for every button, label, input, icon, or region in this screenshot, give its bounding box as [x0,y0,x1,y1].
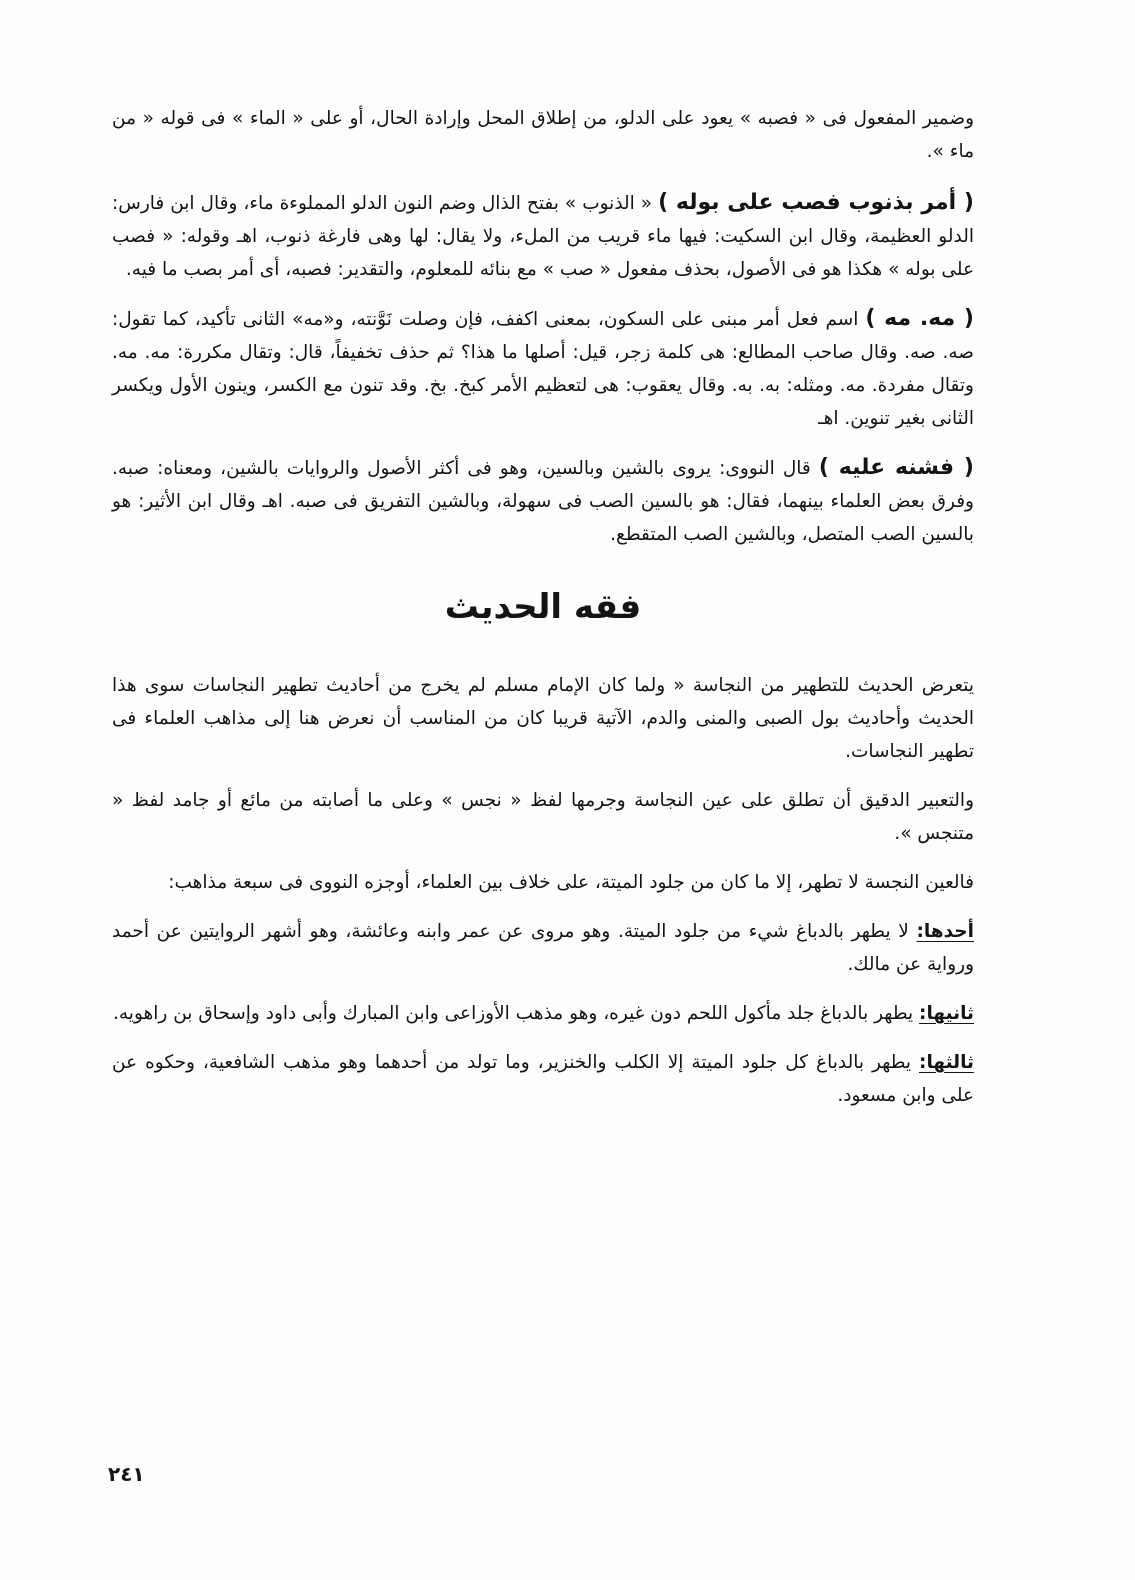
madhhab-label: ثانيها: [919,1003,974,1024]
madhhab-second [112,997,974,1030]
gloss-term: ( أمر بذنوب فصب على بوله ) [658,190,974,215]
page-body [112,102,974,1128]
gloss-dhanub [112,186,974,286]
gloss-text: قال النووى: يروى بالشين وبالسين، وهو فى أكثر الأصول والروايات بالشين، ومعناه: صبه. وفرق بعض العلماء بينهما، فقال: هو بالسين الصب فى سهولة، وبالشين التفريق فى صبه. اهـ وقال ابن الأثير: هو بالسين الصب المتصل، وبالشين الصب المتقطع. [112,458,974,545]
madhhab-third [112,1046,974,1112]
madhhab-text: لا يطهر بالدباغ شيء من جلود الميتة. وهو مروى عن عمر وابنه وعائشة، وهو أشهر الروايتين عن أحمد ورواية عن مالك. [112,921,974,975]
gloss-term: ( فشنه عليه ) [818,455,974,480]
madhhab-label: ثالثها: [919,1052,974,1073]
gloss-mah [112,302,974,435]
fiqh-paragraph-intro: يتعرض الحديث للتطهير من النجاسة « ولما كان الإمام مسلم لم يخرج من أحاديث تطهير النجاسات سوى هذا الحديث وأحاديث بول الصبى والمنى والدم، الآتية قريبا كان من المناسب أن نعرض هنا إلى مذاهب العلماء فى تطهير النجاسات. [112,675,974,762]
madhhab-text: يطهر بالدباغ كل جلود الميتة إلا الكلب والخنزير، وما تولد من أحدهما وهو مذهب الشافعية، وحكوه عن على وابن مسعود. [112,1052,974,1106]
section-heading: فقه الحديث [444,587,642,627]
madhhab-label: أحدها: [916,921,974,942]
fiqh-paragraph-terminology: والتعبير الدقيق أن تطلق على عين النجاسة وجرمها لفظ « نجس » وعلى ما أصابته من مائع أو جامد لفظ « متنجس ». [112,790,974,844]
madhhab-first [112,915,974,981]
gloss-fashannahu [112,451,974,551]
gloss-text: « الذنوب » بفتح الذال وضم النون الدلو المملوءة ماء، وقال ابن فارس: الدلو العظيمة، وقال ابن السكيت: فيها ماء قريب من الملء، ولا يقال: لها وهى فارغة ذنوب، اهـ وقوله: « فصب على بوله » هكذا هو فى الأصول، بحذف مفعول « صب » مع بنائه للمعلوم، والتقدير: فصبه، أى أمر بصب ما فيه. [112,193,974,280]
gloss-text: اسم فعل أمر مبنى على السكون، بمعنى اكفف، فإن وصلت نَوَّنته، و«مه» الثانى تأكيد، كما تقول: صه. صه. وقال صاحب المطالع: هى كلمة زجر، قيل: أصلها ما هذا؟ ثم حذف تخفيفاً، قال: وتقال مكررة: مه. مه. وتقال مفردة. مه. ومثله: به. به. وقال يعقوب: هى لتعظيم الأمر كبخ. بخ. وقد تنون مع الكسر، وينون الأول ويكسر الثانى بغير تنوين. اهـ [112,309,974,429]
gloss-term: ( مه. مه ) [865,306,974,331]
paragraph-pronoun-note: وضمير المفعول فى « فصبه » يعود على الدلو، من إطلاق المحل وإرادة الحال، أو على « الماء » فى قوله « من ماء ». [112,108,974,162]
page-number: ٢٤١ [108,1462,145,1486]
madhhab-text: يطهر بالدباغ جلد مأكول اللحم دون غيره، وهو مذهب الأوزاعى وابن المبارك وأبى داود وإسحاق بن راهويه. [113,1003,920,1024]
fiqh-paragraph-madhahib: فالعين النجسة لا تطهر، إلا ما كان من جلود الميتة، على خلاف بين العلماء، أوجزه النووى فى سبعة مذاهب: [168,872,974,893]
